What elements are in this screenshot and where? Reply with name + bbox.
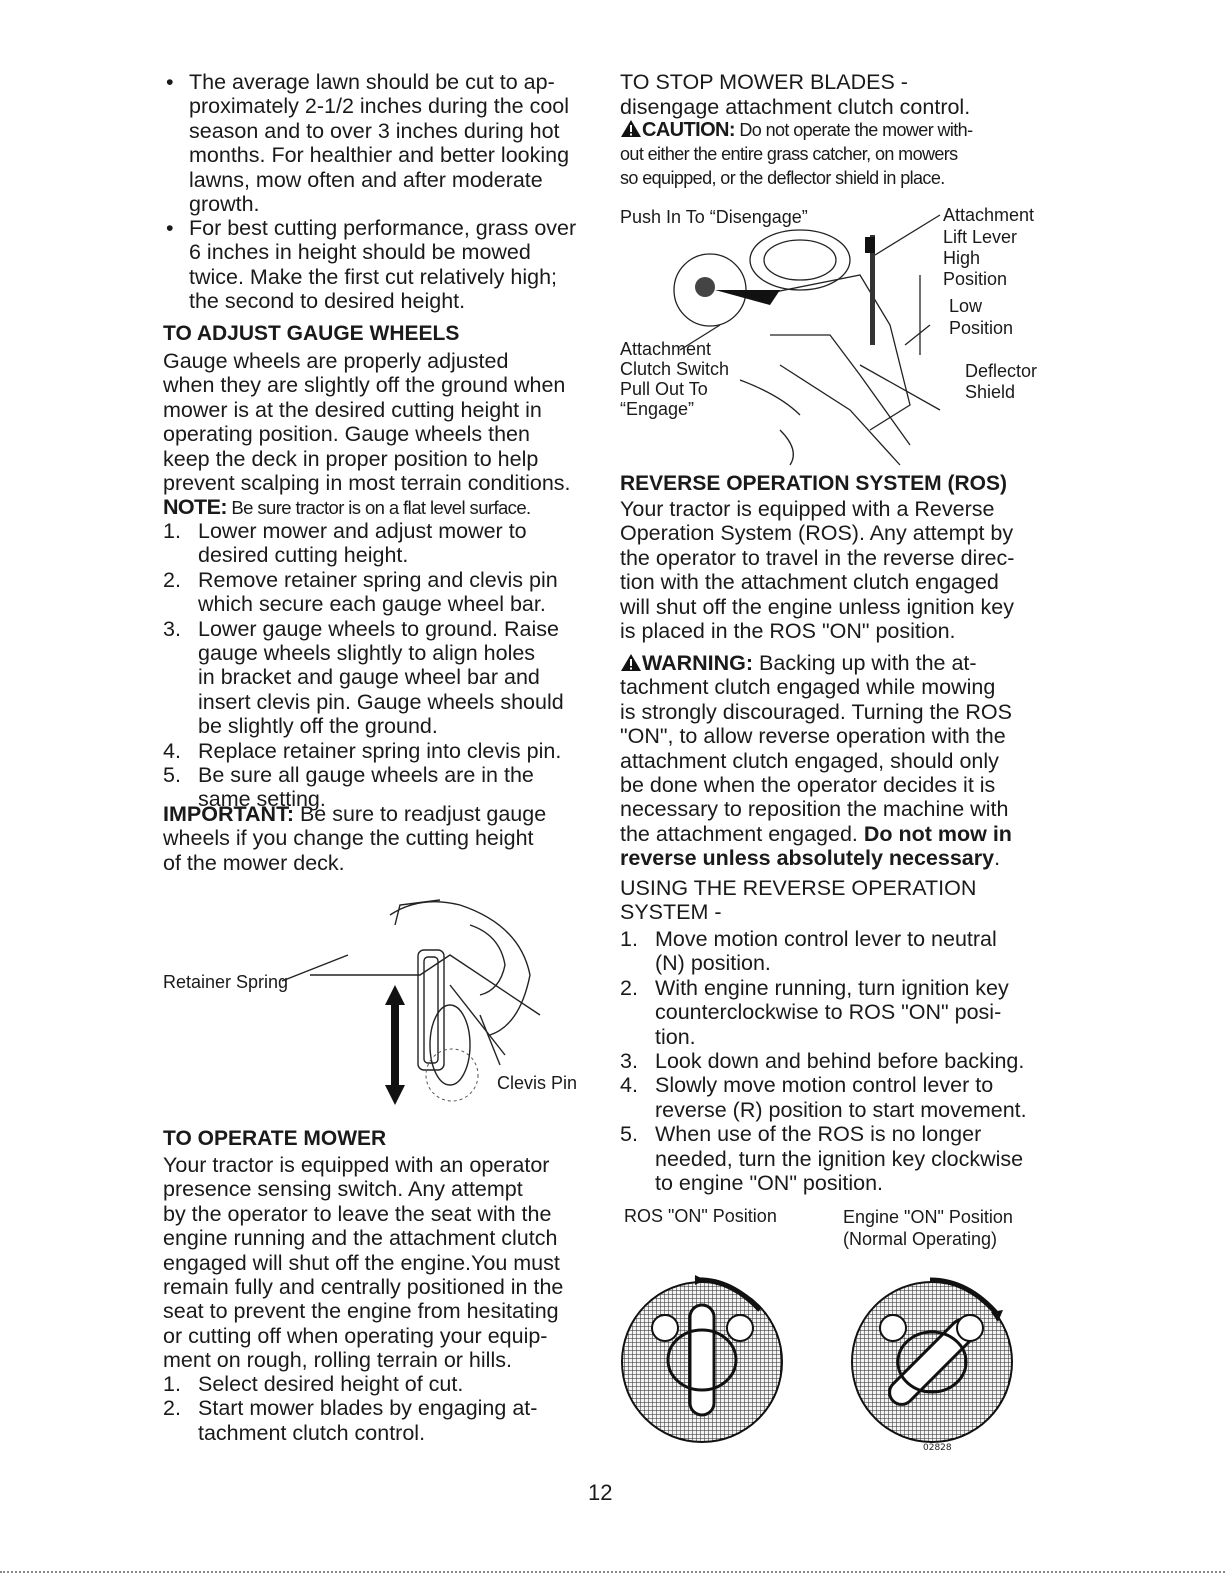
operate-heading: TO OPERATE MOWER bbox=[163, 1127, 387, 1150]
warning-end: . bbox=[994, 846, 1001, 871]
important-note bbox=[163, 802, 603, 875]
bullet-tall-grass: • For best cutting performance, grass over 6 inches in height should be mowed twice. Make the first cut relatively high; the second to desired height. bbox=[163, 216, 619, 314]
step-number: 1. bbox=[163, 519, 181, 543]
warning-triangle-icon bbox=[620, 653, 642, 672]
warning-text: Backing up with the at- tachment clutch engaged while mowing is strongly discouraged. Turning the ROS "ON", to allow reverse operation with the attachment clutch engaged, should only be done when the operator decides it is necessary to reposition the machine with the attachment engaged. bbox=[620, 651, 1012, 846]
step-number: 1. bbox=[163, 1372, 181, 1396]
label-ros-on-position: ROS "ON" Position bbox=[624, 1206, 777, 1226]
label-low-position: Low Position bbox=[949, 296, 1014, 338]
bullet-lawn-height: • The average lawn should be cut to ap- proximately 2-1/2 inches during the cool season and to over 3 inches during hot months. For healthier and better looking lawns, mow often and after moderate growth. bbox=[163, 70, 619, 216]
bottom-dotted-rule bbox=[0, 1571, 1225, 1573]
label-deflector-shield: Deflector Shield bbox=[965, 361, 1038, 402]
tractor-illustration bbox=[660, 215, 960, 465]
step-text: Look down and behind before backing. bbox=[655, 1049, 1025, 1074]
list-item bbox=[163, 1372, 603, 1396]
list-item bbox=[620, 927, 1060, 976]
step-number: 1. bbox=[620, 927, 638, 951]
label-clevis-pin: Clevis Pin bbox=[497, 1073, 578, 1093]
step-number: 2. bbox=[620, 975, 638, 1000]
step-number: 5. bbox=[620, 1122, 638, 1147]
label-engine-on-position: Engine "ON" Position (Normal Operating) bbox=[843, 1207, 1013, 1249]
caution-note bbox=[620, 118, 1050, 190]
warning-label: WARNING: bbox=[642, 651, 754, 675]
note-line bbox=[163, 495, 531, 519]
important-label: IMPORTANT: bbox=[163, 802, 294, 826]
engine-on-key-dial bbox=[848, 1270, 1028, 1460]
figure-code: 02828 bbox=[923, 1443, 952, 1453]
ros-heading: REVERSE OPERATION SYSTEM (ROS) bbox=[620, 472, 1007, 495]
note-label: NOTE: bbox=[163, 495, 227, 519]
warning-triangle-icon bbox=[620, 119, 642, 138]
list-item bbox=[620, 1122, 1060, 1195]
important-text: Be sure to readjust gauge wheels if you change the cutting height of the mower deck. bbox=[163, 802, 547, 875]
step-text: Lower mower and adjust mower to desired cutting height. bbox=[198, 519, 527, 568]
step-text: With engine running, turn ignition key counterclockwise to ROS "ON" posi- tion. bbox=[655, 975, 1009, 1049]
label-push-disengage: Push In To “Disengage” bbox=[620, 207, 808, 227]
gauge-wheel-illustration bbox=[300, 895, 560, 1135]
ros-on-key-dial bbox=[620, 1270, 800, 1450]
caution-label: CAUTION: bbox=[642, 119, 735, 141]
list-item bbox=[620, 976, 1060, 1049]
step-text: Slowly move motion control lever to reverse (R) position to start movement. bbox=[655, 1073, 1027, 1122]
gauge-intro: Gauge wheels are properly adjusted when they are slightly off the ground when mower is at the desired cutting height in operating position. Gauge wheels then keep the deck in proper position to help prevent scalping in most terrain conditions. bbox=[163, 349, 571, 496]
step-text: When use of the ROS is no longer needed, turn the ignition key clockwise to engine "ON" position. bbox=[655, 1122, 1024, 1196]
stop-text: disengage attachment clutch control. bbox=[620, 95, 971, 119]
step-text: Select desired height of cut. bbox=[198, 1372, 464, 1396]
list-item bbox=[163, 519, 603, 568]
list-item bbox=[163, 1396, 603, 1445]
list-item bbox=[620, 1049, 1060, 1073]
warning-bold-text: Do not mow in reverse unless absolutely necessary bbox=[620, 821, 1012, 871]
gauge-heading: TO ADJUST GAUGE WHEELS bbox=[163, 322, 460, 345]
note-text: Be sure tractor is on a flat level surface. bbox=[226, 497, 531, 518]
step-number: 4. bbox=[163, 738, 181, 763]
step-number: 2. bbox=[163, 567, 181, 592]
list-item bbox=[163, 617, 603, 739]
step-number: 2. bbox=[163, 1396, 181, 1421]
step-text: Lower gauge wheels to ground. Raise gauge wheels slightly to align holes in bracket and gauge wheel bar and insert clevis pin. Gauge wheels should be slightly off the ground. bbox=[198, 616, 564, 739]
label-attachment-lift-lever: Attachment Lift Lever bbox=[943, 205, 1035, 247]
step-text: Be sure all gauge wheels are in the same setting. bbox=[198, 763, 534, 812]
step-text: Start mower blades by engaging at- tachment clutch control. bbox=[198, 1396, 538, 1445]
stop-heading: TO STOP MOWER BLADES - bbox=[620, 70, 908, 94]
caution-text: Do not operate the mower with- out either the entire grass catcher, on mowers so equipped, or the deflector shield in place. bbox=[620, 120, 973, 188]
using-steps bbox=[620, 927, 1060, 1195]
step-number: 3. bbox=[163, 616, 181, 641]
list-item bbox=[620, 1073, 1060, 1122]
step-text: Remove retainer spring and clevis pin which secure each gauge wheel bar. bbox=[198, 567, 558, 617]
step-text: Replace retainer spring into clevis pin. bbox=[198, 738, 562, 763]
ros-intro: Your tractor is equipped with a Reverse Operation System (ROS). Any attempt by the operator to travel in the reverse direc- tion with the attachment clutch engaged will shut off the engine unless ignition key is placed in the ROS "ON" position. bbox=[620, 497, 1015, 644]
using-heading: USING THE REVERSE OPERATION SYSTEM - bbox=[620, 876, 977, 925]
list-item bbox=[163, 568, 603, 617]
label-high-position: High Position bbox=[943, 248, 1008, 289]
operate-steps bbox=[163, 1372, 603, 1445]
page-number: 12 bbox=[588, 1480, 613, 1505]
step-text: Move motion control lever to neutral (N) position. bbox=[655, 927, 997, 976]
gauge-steps bbox=[163, 519, 603, 812]
warning-note bbox=[620, 651, 1050, 871]
step-number: 3. bbox=[620, 1049, 638, 1074]
operate-intro: Your tractor is equipped with an operator presence sensing switch. Any attempt by the operator to leave the seat with the engine running and the attachment clutch engaged will shut off the engine.You must remain fully and centrally positioned in the seat to prevent the engine from hesitating or cutting off when operating your equip- ment on rough, rolling terrain or hills. bbox=[163, 1153, 564, 1373]
step-number: 5. bbox=[163, 763, 181, 788]
label-attachment-clutch-switch: Attachment Clutch Switch Pull Out To “Engage” bbox=[620, 339, 730, 419]
step-number: 4. bbox=[620, 1073, 638, 1098]
list-item bbox=[163, 739, 603, 763]
label-retainer-spring: Retainer Spring bbox=[163, 972, 289, 992]
